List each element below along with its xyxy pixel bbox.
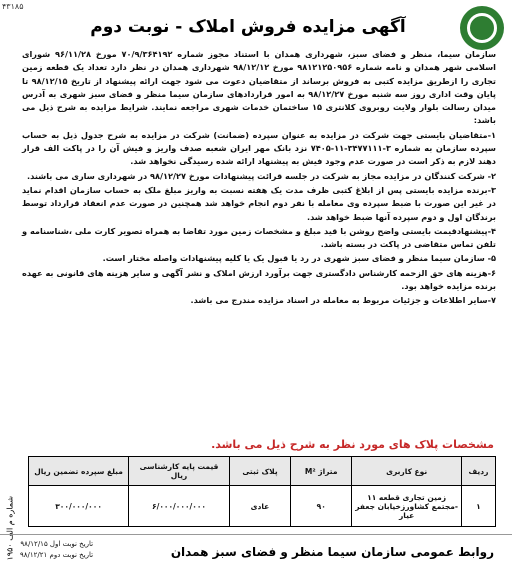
paragraph-condition-6: ۶-هزینه های حق الزحمه کارشناس دادگستری جهت برآورد ارزش املاک و نشر آگهی و سایر هزینه های قانونی به عهده برنده مزایده خواهد بود.	[22, 267, 496, 292]
col-usage-type: نوع کاربری	[352, 457, 462, 486]
plots-list-title: مشخصات پلاک های مورد نظر به شرح ذیل می باشد.	[211, 438, 494, 451]
table-header-row	[29, 457, 496, 486]
paragraph-intro: سازمان سیما، منظر و فضای سبز، شهرداری همدان با استناد مجوز شماره ۷۰/۹/۳۶۴۱۹۲ مورخ ۹۶/۱۱/۲۸ شورای اسلامی شهر همدان و نامه شماره ۹۸۱۲۱۲۵۰۹۵۶ مورخ ۹۸/۱۲/۱۲ شهرداری همدان در نظر دارد تعداد یک قطعه زمین تجاری را ازطریق مزایده کتبی به فروش برساند از متقاضیان دعوت می شود جهت ارائه پیشنهاد از تاریخ ۹۸/۱۲/۱۵ تا پایان وقت اداری روز سه شنبه مورخ ۹۸/۱۲/۲۷ به امور قراردادهای سازمان سیما منظر و فضای سبز شهری به آدرس میدان رسالت بلوار ولایت روبروی کلانتری ۱۵ ساختمان خدمات شهری مراجعه نمایند. شرایط مزایده به شرح ذیل می باشد:	[22, 49, 497, 126]
first-publish-date: تاریخ نوبت اول ۹۸/۱۲/۱۵	[20, 540, 94, 548]
col-area: متراژ M²	[291, 457, 352, 486]
col-plate: پلاک ثبتی	[229, 457, 290, 486]
organization-logo-icon	[460, 6, 504, 50]
col-deposit: مبلغ سپرده تضمین ریال	[29, 457, 129, 486]
ad-header	[46, 12, 450, 42]
cell-plate: عادی	[229, 486, 290, 527]
second-publish-date: تاریخ نوبت دوم ۹۸/۱۲/۲۱	[20, 551, 94, 559]
paragraph-condition-4: ۴-پیشنهادقیمت بایستی واضح روشن با قید مبلغ و مشخصات زمین مورد تقاضا به همراه تصویر کارت ملی ،شناسنامه و تلفن تماس متقاضی در پاکت در بسته باشد.	[22, 225, 496, 250]
paragraph-condition-3: ۳-برنده مزایده بایستی پس از ابلاغ کتبی ظرف مدت یک هفته نسبت به واریز مبلغ ملک به حساب سازمان اقدام نماید در غیر این صورت با ضبط سپرده وی معامله با نفر دوم انجام خواهد شد همچنین در صورت عدم انعقاد قرارداد توسط برندگان اول و دوم سپرده آنها ضبط خواهد شد.	[22, 184, 496, 222]
ad-footer	[0, 534, 512, 577]
cell-usage-type: زمین تجاری قطعه ۱۱ -مجتمع کشاورزخیابان جعفر عیار	[352, 486, 462, 527]
cell-row-number: ۱	[461, 486, 495, 527]
footer-organization: روابط عمومی سازمان سیما منظر و فضای سبز همدان	[170, 545, 494, 559]
footer-dates	[20, 539, 93, 561]
ad-title: آگهی مزایده فروش املاک - نوبت دوم	[90, 17, 406, 37]
cell-deposit: ۳۰۰/۰۰۰/۰۰۰	[29, 486, 129, 527]
paragraph-condition-1: ۱-متقاضیان بایستی جهت شرکت در مزایده به عنوان سپرده (ضمانت) شرکت در مزایده به شرح جدول ذیل به حساب سپرده سازمان به شماره ۳-۳۴۷۷۱۱۱-۱۱-۷۴۰۵ نزد بانک مهر ایران شعبه صدف واریز و فیش آن را در پاکت الف قرار دهند لازم به ذکر است در صورت عدم وجود فیش به پیشنهاد ارائه شده رسیدگی نخواهد شد.	[22, 129, 496, 167]
paragraph-condition-2: ۲- شرکت کنندگان در مزایده مجاز به شرکت در جلسه قرائت پیشنهادات مورخ ۹۸/۱۲/۲۷ در شهرداری ساری می باشند.	[27, 170, 496, 181]
paragraph-condition-7: ۷-سایر اطلاعات و جزئیات مربوط به معامله در اسناد مزایده مندرج می باشد.	[190, 295, 496, 306]
table-row	[29, 486, 496, 527]
paragraph-condition-5: ۵- سازمان سیما منظر و فضای سبز شهری در رد یا قبول یک یا کلیه پیشنهادات واصله مختار است.	[102, 253, 496, 264]
ad-code: ۴۳۱۸۵	[2, 2, 24, 11]
plots-table	[28, 456, 496, 527]
col-base-price: قیمت پایه کارشناسی ریال	[129, 457, 230, 486]
cell-base-price: ۶/۰۰۰/۰۰۰/۰۰۰	[129, 486, 230, 527]
ad-body	[22, 48, 496, 309]
side-code-text: شماره م الف ۱۹۵۰	[5, 495, 15, 561]
col-row-number: ردیف	[461, 457, 495, 486]
cell-area: ۹۰	[291, 486, 352, 527]
